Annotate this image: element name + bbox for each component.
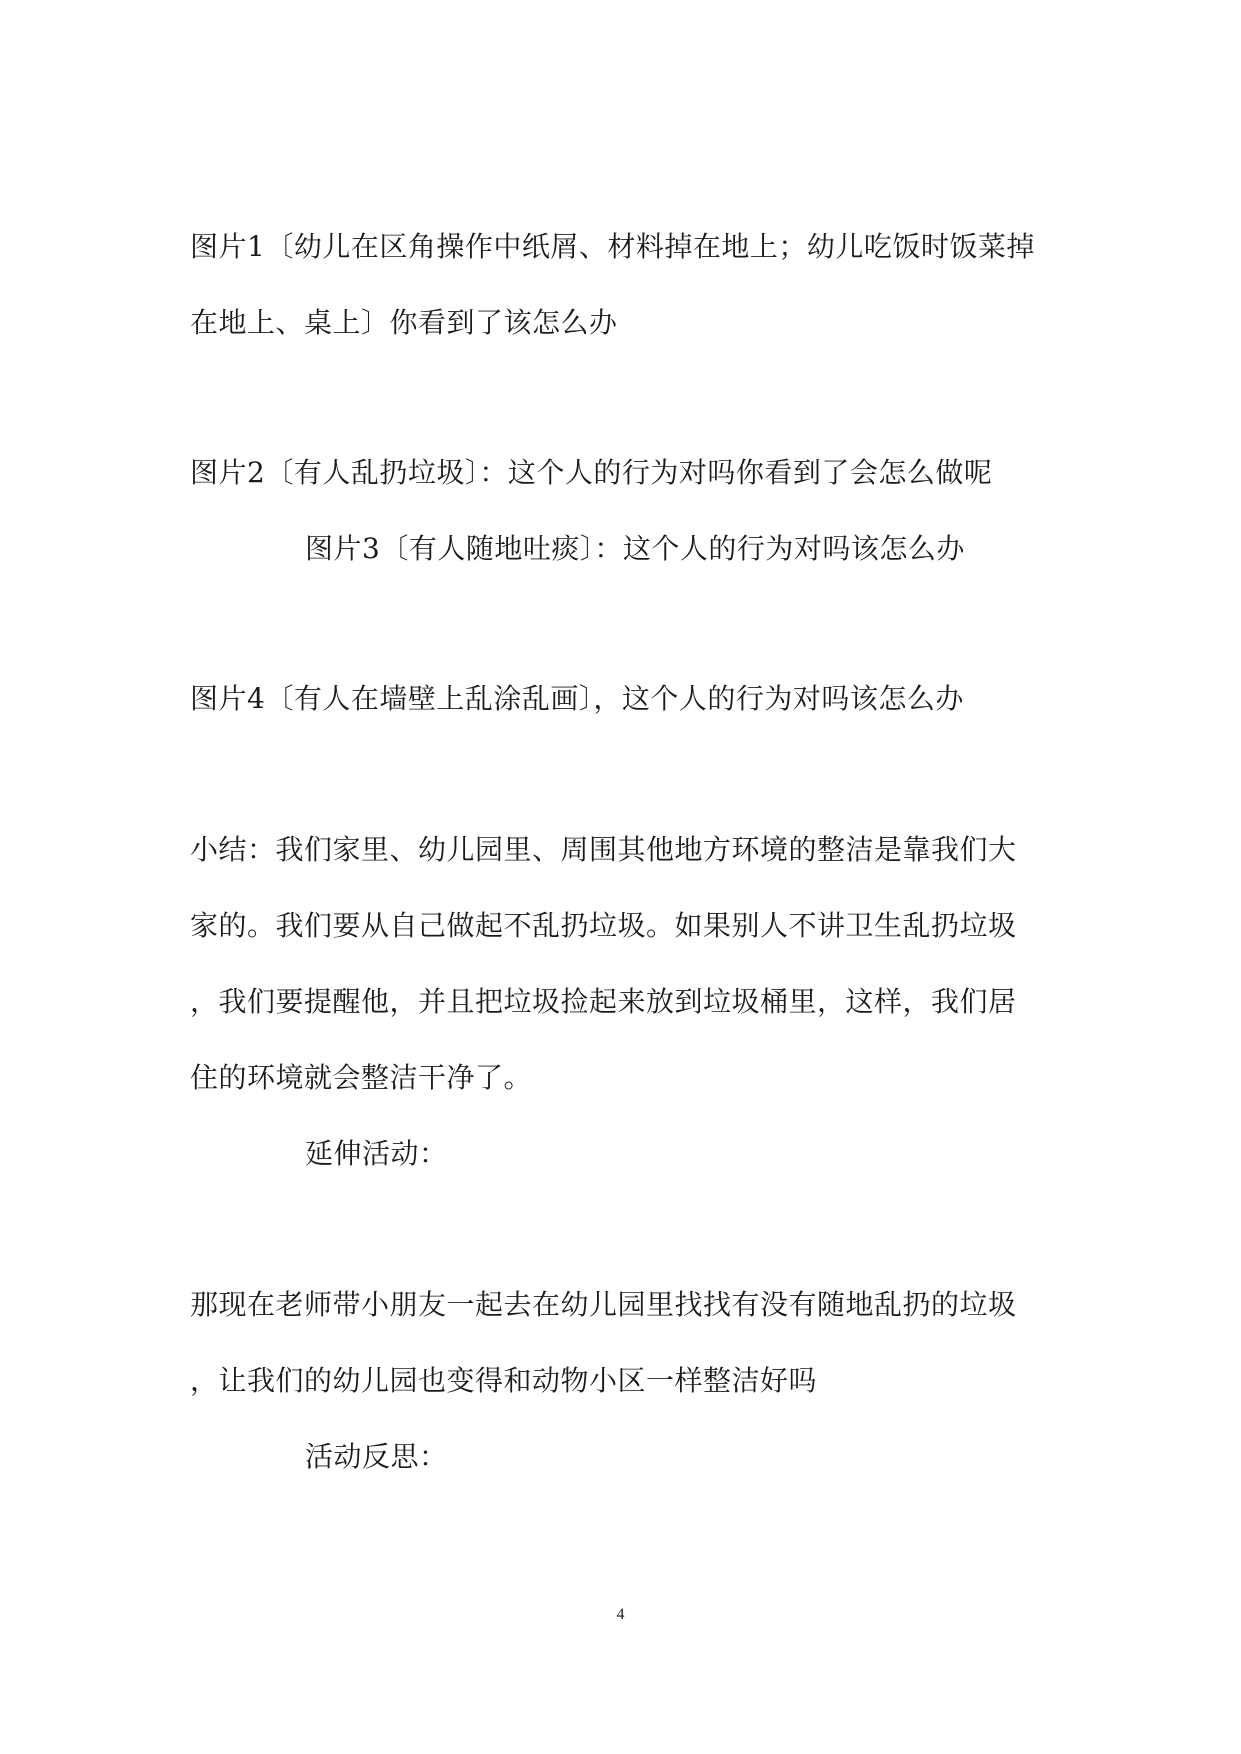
summary-line3: ，我们要提醒他，并且把垃圾捡起来放到垃圾桶里，这样，我们居 bbox=[190, 985, 1017, 1018]
paragraph-picture3: 图片3〔有人随地吐痰〕：这个人的行为对吗该怎么办 bbox=[305, 532, 965, 565]
extension-line1: 那现在老师带小朋友一起去在幼儿园里找找有没有随地乱扔的垃圾 bbox=[190, 1288, 1017, 1321]
summary-line4: 住的环境就会整洁干净了。 bbox=[190, 1061, 533, 1094]
extension-activity-heading: 延伸活动： bbox=[305, 1137, 448, 1170]
summary-line1: 小结：我们家里、幼儿园里、周围其他地方环境的整洁是靠我们大 bbox=[190, 833, 1017, 866]
paragraph-picture1-line2: 在地上、桌上〕你看到了该怎么办 bbox=[190, 306, 618, 339]
paragraph-picture1-line1: 图片1〔幼儿在区角操作中纸屑、材料掉在地上；幼儿吃饭时饭菜掉 bbox=[190, 230, 1035, 263]
paragraph-picture2: 图片2〔有人乱扔垃圾〕：这个人的行为对吗你看到了会怎么做呢 bbox=[190, 456, 993, 489]
extension-line2: ，让我们的幼儿园也变得和动物小区一样整洁好吗 bbox=[190, 1364, 818, 1397]
page-number: 4 bbox=[616, 1606, 625, 1623]
summary-line2: 家的。我们要从自己做起不乱扔垃圾。如果别人不讲卫生乱扔垃圾 bbox=[190, 909, 1017, 942]
paragraph-picture4: 图片4〔有人在墙壁上乱涂乱画〕，这个人的行为对吗该怎么办 bbox=[190, 682, 964, 715]
activity-reflection-heading: 活动反思： bbox=[305, 1440, 448, 1473]
